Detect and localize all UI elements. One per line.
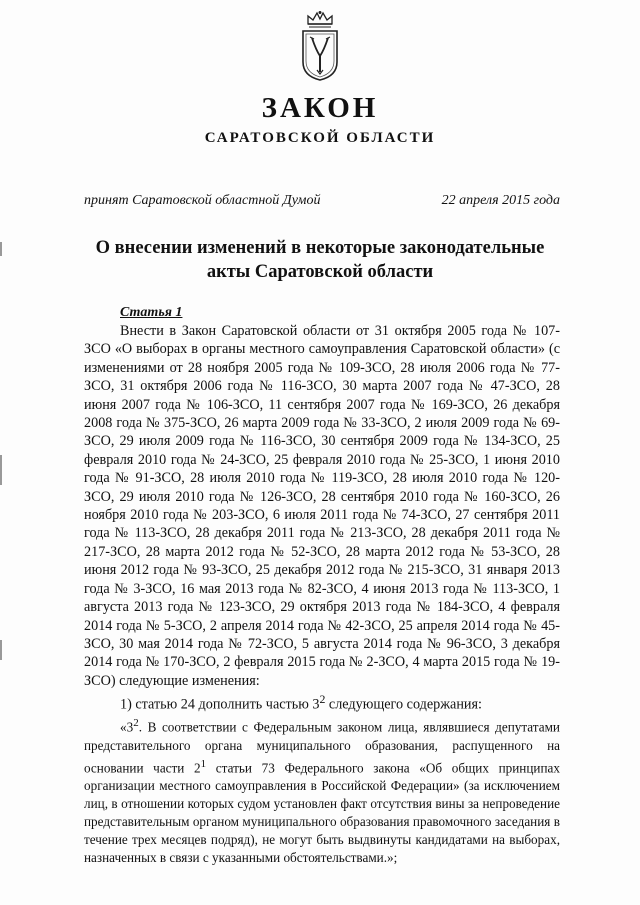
quote-text-part-1: . В соответствии с Федеральным законом лица, являвшиеся депутатами представительного органа муниципального образования, распущенного на основании части 2: [84, 719, 560, 776]
scan-mark-left-2: [0, 455, 2, 485]
item-1-superscript: 2: [319, 692, 326, 707]
article-1-body: [84, 322, 560, 867]
scan-mark-left-1: [0, 242, 2, 256]
quote-superscript: 2: [133, 717, 139, 730]
item-1-prefix: 1) статью 24 дополнить частью 3: [120, 696, 320, 713]
adopted-by-label: принят Саратовской областной Думой: [84, 193, 321, 208]
scan-mark-left-3: [0, 640, 2, 660]
quote-text-part-2: статьи 73 Федерального закона «Об общих принципах организации местного самоуправления в Российской Федерации» (за исключением лиц, в отношении которых судом установлен факт отсутствия вины за непроведение представительным органом муниципального образования правомочного заседания в течение трех месяцев подряд), не могут быть выдвинуты кандидатами на выборах, назначенных в связи с указанными обстоятельствами.»;: [84, 760, 560, 866]
document-heading: [60, 236, 580, 284]
article-1-intro-paragraph: Внести в Закон Саратовской области от 31 октября 2005 года № 107-ЗСО «О выборах в органы местного самоуправления Саратовской области» (с изменениями от 28 ноября 2005 года № 109-ЗСО, 28 июля 2006 года № 77-ЗСО, 31 октября 2006 года № 116-ЗСО, 30 марта 2007 года № 47-ЗСО, 28 июня 2007 года № 106-ЗСО, 11 сентября 2007 года № 169-ЗСО, 26 декабря 2008 года № 375-ЗСО, 26 марта 2009 года № 33-ЗСО, 2 июля 2009 года № 69-ЗСО, 29 июля 2009 года № 116-ЗСО, 30 сентября 2009 года № 134-ЗСО, 25 февраля 2010 года № 24-ЗСО, 25 февраля 2010 года № 25-ЗСО, 1 июня 2010 года № 91-ЗСО, 28 июля 2010 года № 119-ЗСО, 28 июля 2010 года № 120-ЗСО, 29 июля 2010 года № 126-ЗСО, 28 сентября 2010 года № 160-ЗСО, 26 ноября 2010 года № 203-ЗСО, 6 июля 2011 года № 74-ЗСО, 27 сентября 2011 года № 113-ЗСО, 28 декабря 2011 года № 213-ЗСО, 28 декабря 2011 года № 217-ЗСО, 28 марта 2012 года № 52-ЗСО, 28 марта 2012 года № 53-ЗСО, 28 июня 2012 года № 93-ЗСО, 25 декабря 2012 года № 215-ЗСО, 31 января 2013 года № 3-ЗСО, 16 мая 2013 года № 82-ЗСО, 4 июня 2013 года № 113-ЗСО, 1 августа 2013 года № 123-ЗСО, 29 октября 2013 года № 184-ЗСО, 4 февраля 2014 года № 5-ЗСО, 2 апреля 2014 года № 42-ЗСО, 25 апреля 2014 года № 45-ЗСО, 30 мая 2014 года № 72-ЗСО, 5 августа 2014 года № 96-ЗСО, 3 декабря 2014 года № 170-ЗСО, 2 февраля 2015 года № 2-ЗСО, 4 марта 2015 года № 19-ЗСО) следующие изменения:: [84, 323, 560, 689]
article-1-quoted-part: [84, 714, 560, 867]
quote-open: «3: [120, 719, 134, 735]
quote-superscript-2: 1: [200, 757, 207, 770]
item-1-suffix: следующего содержания:: [325, 696, 482, 713]
law-title: ЗАКОН: [261, 92, 379, 124]
saratov-coat-of-arms-icon: [298, 10, 342, 82]
adoption-date: 22 апреля 2015 года: [441, 193, 560, 208]
article-1-item-1: [84, 690, 560, 714]
article-1-label: Статья 1: [120, 305, 183, 320]
document-heading-line-1: О внесении изменений в некоторые законодательные: [95, 238, 545, 258]
law-subtitle: САРАТОВСКОЙ ОБЛАСТИ: [204, 130, 436, 146]
document-heading-line-2: акты Саратовской области: [206, 262, 434, 282]
